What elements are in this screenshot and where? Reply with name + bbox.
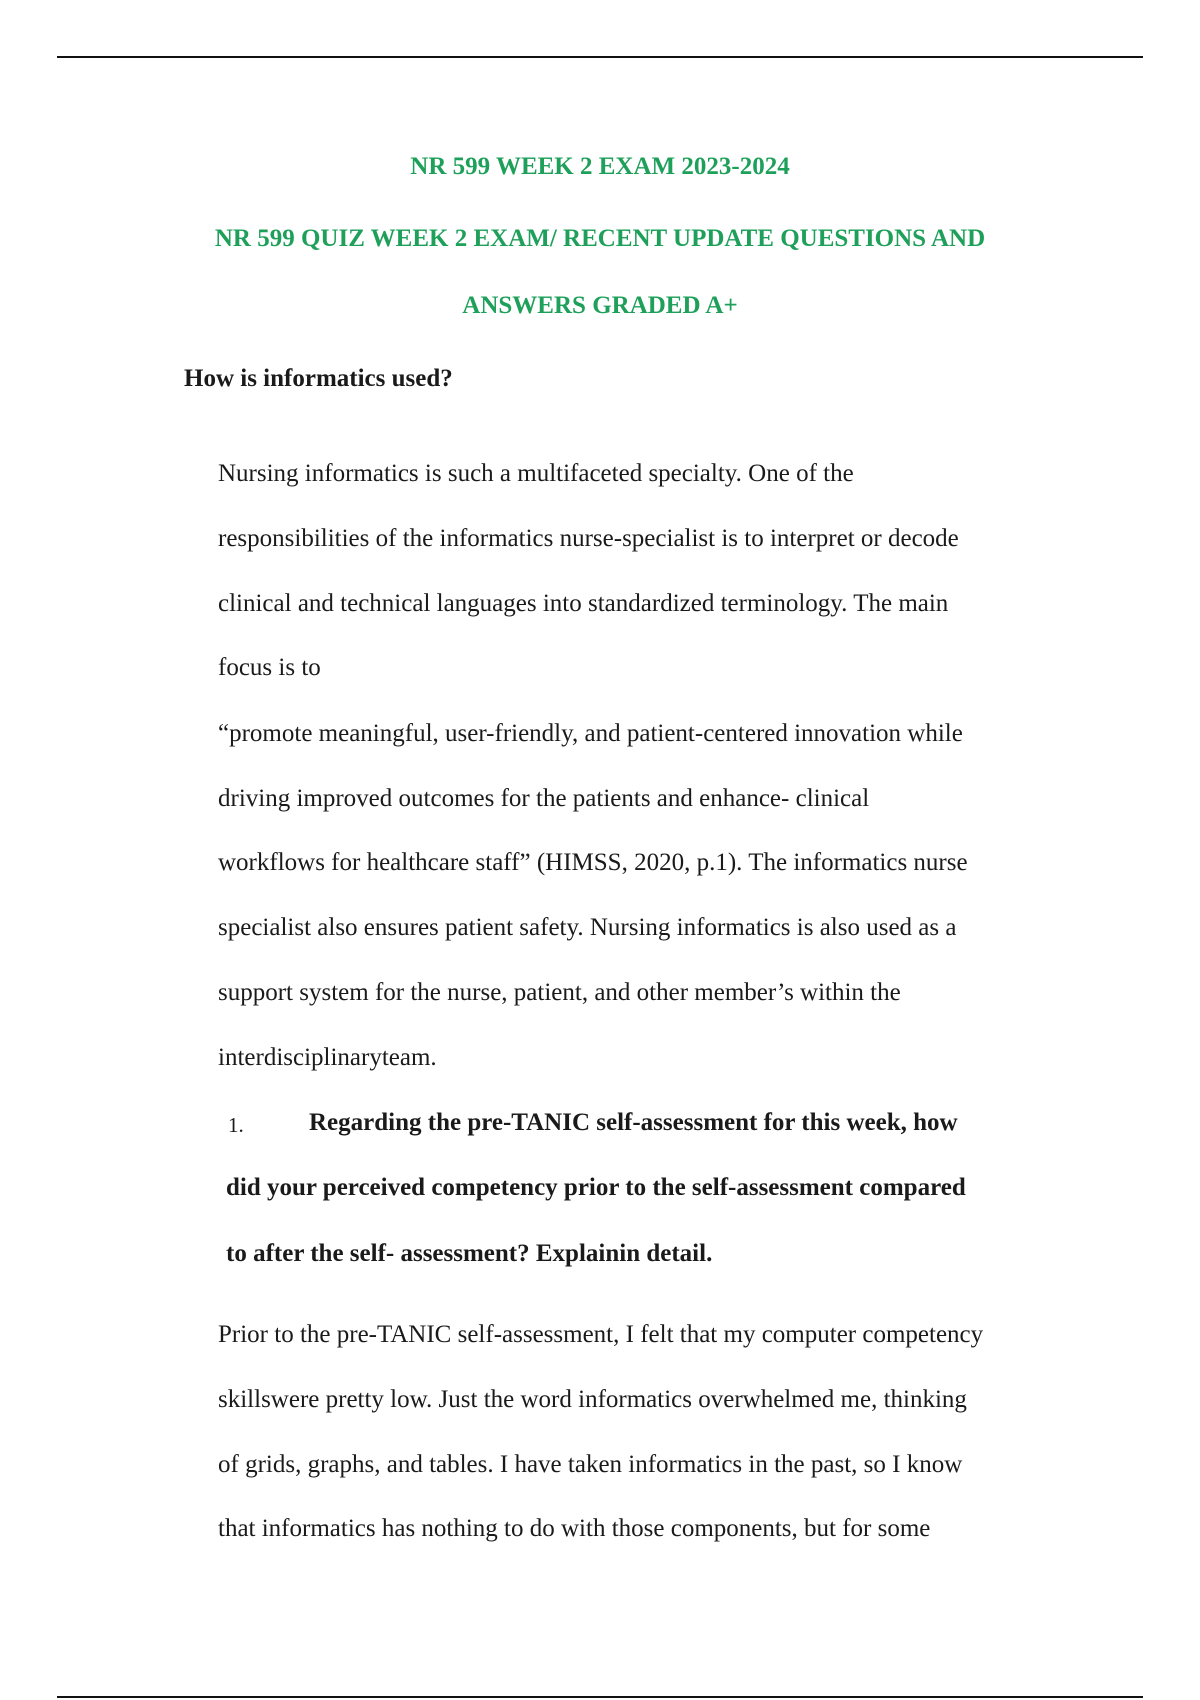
document-subtitle-line-2: ANSWERS GRADED A+ [462,292,738,319]
answer-line: interdisciplinaryteam. [218,1044,437,1071]
answer-line: that informatics has nothing to do with those components, but for some [218,1515,931,1542]
document-subtitle-line-1: NR 599 QUIZ WEEK 2 EXAM/ RECENT UPDATE QUESTIONS AND [214,225,986,252]
bottom-rule [57,1696,1143,1698]
answer-line: Nursing informatics is such a multifaceted specialty. One of the [218,460,854,487]
answer-line: skillswere pretty low. Just the word informatics overwhelmed me, thinking [218,1386,967,1413]
document-title: NR 599 WEEK 2 EXAM 2023-2024 [410,153,790,180]
question-heading: How is informatics used? [184,365,453,392]
answer-line: responsibilities of the informatics nurse-specialist is to interpret or decode [218,525,959,552]
answer-line: of grids, graphs, and tables. I have taken informatics in the past, so I know [218,1451,963,1478]
question-heading-line: Regarding the pre-TANIC self-assessment for this week, how [309,1109,958,1136]
answer-line: focus is to [218,654,321,681]
list-number: 1. [228,1113,244,1137]
question-heading-line: to after the self- assessment? Explainin detail. [226,1240,713,1267]
answer-line: specialist also ensures patient safety. Nursing informatics is also used as a [218,914,957,941]
answer-line: “promote meaningful, user-friendly, and patient-centered innovation while [218,720,963,747]
answer-line: Prior to the pre-TANIC self-assessment, I felt that my computer competency [218,1321,984,1348]
answer-line: support system for the nurse, patient, and other member’s within the [218,979,901,1006]
answer-line: workflows for healthcare staff” (HIMSS, 2020, p.1). The informatics nurse [218,849,968,876]
question-heading-line: did your perceived competency prior to the self-assessment compared [226,1174,966,1201]
answer-line: driving improved outcomes for the patients and enhance- clinical [218,785,870,812]
top-rule [57,56,1143,58]
answer-line: clinical and technical languages into standardized terminology. The main [218,590,949,617]
